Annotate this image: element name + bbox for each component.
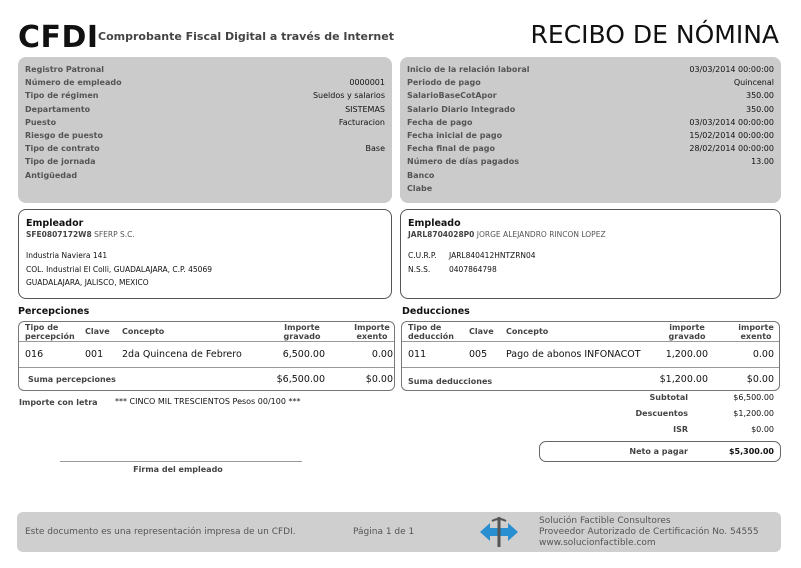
employer-name: SFERP S.C. bbox=[94, 230, 135, 239]
employer-address-2: COL. Industrial El Colli, GUADALAJARA, C.P. 45069 bbox=[26, 264, 213, 274]
col-header-clave: Clave bbox=[469, 327, 494, 336]
info-row bbox=[25, 76, 385, 89]
employee-name: JORGE ALEJANDRO RINCON LOPEZ bbox=[476, 230, 606, 239]
cfdi-logo: CFDI bbox=[18, 20, 99, 55]
employee-box bbox=[400, 209, 781, 299]
perceptions-table bbox=[18, 321, 395, 391]
deductions-sum-exento: $0.00 bbox=[746, 374, 774, 385]
deductions-header-row bbox=[402, 322, 780, 342]
signature-label: Firma del empleado bbox=[133, 465, 223, 474]
footer bbox=[17, 512, 781, 552]
info-label: Salario Diario Integrado bbox=[407, 104, 516, 114]
footer-website[interactable]: www.solucionfactible.com bbox=[539, 538, 656, 548]
amount-in-words-label: Importe con letra bbox=[19, 398, 98, 407]
info-row bbox=[407, 63, 774, 76]
document-title: RECIBO DE NÓMINA bbox=[530, 20, 779, 49]
info-row bbox=[25, 103, 385, 116]
info-row bbox=[25, 89, 385, 102]
deductions-sum-label: Suma deducciones bbox=[408, 377, 493, 386]
info-label: Fecha de pago bbox=[407, 117, 473, 127]
info-value: 03/03/2014 00:00:00 bbox=[689, 65, 774, 74]
footer-page-number: Página 1 de 1 bbox=[353, 527, 415, 537]
subtotal-value: $6,500.00 bbox=[733, 393, 774, 402]
info-value: 350.00 bbox=[746, 104, 774, 114]
info-value: 03/03/2014 00:00:00 bbox=[689, 117, 774, 127]
signature-line bbox=[60, 461, 302, 462]
info-label: Clabe bbox=[407, 183, 433, 193]
perceptions-sum-label: Suma percepciones bbox=[28, 375, 116, 384]
cell-gravado: 6,500.00 bbox=[282, 349, 325, 360]
descuentos-label: Descuentos bbox=[635, 409, 688, 418]
payment-info-list bbox=[407, 63, 774, 195]
info-value: 0000001 bbox=[349, 78, 385, 88]
info-value: 15/02/2014 00:00:00 bbox=[689, 130, 774, 140]
deductions-table bbox=[401, 321, 780, 391]
col-header-gravado: Importe gravado bbox=[283, 323, 321, 341]
net-pay-value: $5,300.00 bbox=[728, 447, 774, 456]
isr-value: $0.00 bbox=[751, 425, 774, 434]
employee-rfc: JARL8704028P0 bbox=[408, 230, 475, 239]
info-value: Sueldos y salarios bbox=[312, 91, 385, 101]
cell-clave: 001 bbox=[85, 349, 104, 360]
solucion-factible-logo-icon bbox=[476, 515, 522, 549]
info-value: SISTEMAS bbox=[345, 104, 385, 114]
perceptions-header-row bbox=[19, 322, 395, 342]
info-row bbox=[407, 142, 774, 155]
info-label: Número de días pagados bbox=[407, 157, 519, 167]
perceptions-title: Percepciones bbox=[18, 306, 90, 317]
employer-box bbox=[18, 209, 392, 299]
col-header-exento: importe exento bbox=[738, 323, 774, 341]
perceptions-sum-exento: $0.00 bbox=[365, 374, 393, 385]
info-row bbox=[25, 129, 385, 142]
employer-id-line bbox=[26, 229, 384, 241]
info-label: Puesto bbox=[25, 117, 57, 127]
employee-curp-line bbox=[408, 249, 773, 263]
payment-info-panel bbox=[400, 57, 781, 203]
info-label: SalarioBaseCotApor bbox=[407, 91, 497, 101]
cell-concepto: Pago de abonos INFONACOT bbox=[506, 349, 641, 360]
employee-info-panel bbox=[18, 57, 392, 203]
table-row bbox=[19, 342, 395, 368]
nss-value: 0407864798 bbox=[449, 264, 497, 274]
employer-address-3: GUADALAJARA, JALISCO, MEXICO bbox=[26, 278, 149, 287]
subtotal-label: Subtotal bbox=[649, 393, 688, 402]
employer-title: Empleador bbox=[26, 218, 84, 229]
info-value: Quincenal bbox=[733, 78, 774, 88]
info-label: Inicio de la relación laboral bbox=[407, 65, 530, 74]
info-row bbox=[25, 63, 385, 76]
info-row bbox=[25, 155, 385, 168]
employee-nss-line bbox=[408, 263, 773, 277]
amount-in-words-value: *** CINCO MIL TRESCIENTOS Pesos 00/100 *** bbox=[115, 397, 301, 406]
info-row bbox=[407, 89, 774, 102]
info-label: Riesgo de puesto bbox=[25, 130, 103, 140]
info-value: Facturacion bbox=[338, 117, 385, 127]
footer-certification: Proveedor Autorizado de Certificación No. 54555 bbox=[539, 527, 759, 537]
info-label: Fecha final de pago bbox=[407, 144, 496, 154]
info-value: 350.00 bbox=[746, 91, 774, 101]
info-label: Tipo de régimen bbox=[25, 91, 99, 101]
info-row bbox=[407, 169, 774, 182]
employer-rfc: SFE0807172W8 bbox=[26, 230, 92, 239]
info-row bbox=[407, 103, 774, 116]
cell-tipo: 016 bbox=[25, 349, 44, 360]
isr-label: ISR bbox=[673, 425, 688, 434]
info-label: Departamento bbox=[25, 104, 91, 114]
info-row bbox=[407, 76, 774, 89]
deductions-title: Deducciones bbox=[402, 306, 470, 317]
curp-label: C.U.R.P. bbox=[408, 251, 437, 260]
footer-company: Solución Factible Consultores bbox=[539, 516, 671, 526]
info-label: Registro Patronal bbox=[25, 65, 105, 74]
nss-label: N.S.S. bbox=[408, 264, 431, 274]
descuentos-value: $1,200.00 bbox=[733, 409, 774, 418]
info-label: Tipo de contrato bbox=[25, 144, 100, 154]
curp-value: JARL840412HNTZRN04 bbox=[449, 251, 536, 260]
info-label: Periodo de pago bbox=[407, 78, 481, 88]
cell-gravado: 1,200.00 bbox=[665, 349, 708, 360]
cell-concepto: 2da Quincena de Febrero bbox=[122, 349, 242, 360]
info-label: Tipo de jornada bbox=[25, 157, 96, 167]
header-subtitle: Comprobante Fiscal Digital a través de Internet bbox=[98, 30, 394, 43]
info-value: 13.00 bbox=[751, 157, 774, 167]
col-header-tipo: Tipo de percepción bbox=[25, 323, 75, 341]
col-header-tipo: Tipo de deducción bbox=[408, 323, 454, 341]
table-row bbox=[402, 342, 780, 368]
employee-id-line bbox=[408, 229, 773, 241]
info-row bbox=[25, 142, 385, 155]
col-header-clave: Clave bbox=[85, 327, 110, 336]
net-pay-label: Neto a pagar bbox=[629, 447, 688, 456]
perceptions-sum-gravado: $6,500.00 bbox=[276, 374, 325, 385]
cell-exento: 0.00 bbox=[371, 349, 393, 360]
deductions-sum-gravado: $1,200.00 bbox=[659, 374, 708, 385]
info-row bbox=[25, 116, 385, 129]
info-row bbox=[407, 182, 774, 195]
info-row bbox=[407, 116, 774, 129]
info-label: Fecha inicial de pago bbox=[407, 130, 503, 140]
employee-info-list bbox=[25, 63, 385, 182]
col-header-concepto: Concepto bbox=[122, 327, 165, 336]
net-pay-box bbox=[539, 441, 781, 462]
col-header-concepto: Concepto bbox=[506, 327, 549, 336]
info-row bbox=[25, 169, 385, 182]
info-label: Número de empleado bbox=[25, 78, 122, 88]
col-header-exento: Importe exento bbox=[354, 323, 390, 341]
cell-clave: 005 bbox=[469, 349, 488, 360]
col-header-gravado: importe gravado bbox=[668, 323, 706, 341]
cell-exento: 0.00 bbox=[752, 349, 774, 360]
footer-note: Este documento es una representación impresa de un CFDI. bbox=[25, 527, 296, 537]
info-value: Base bbox=[365, 144, 385, 154]
cell-tipo: 011 bbox=[408, 349, 427, 360]
info-value: 28/02/2014 00:00:00 bbox=[689, 144, 774, 154]
info-label: Antigüedad bbox=[25, 170, 78, 180]
info-label: Banco bbox=[407, 170, 435, 180]
employer-address-1: Industria Naviera 141 bbox=[26, 251, 108, 260]
employee-title: Empleado bbox=[408, 218, 461, 229]
info-row bbox=[407, 155, 774, 168]
info-row bbox=[407, 129, 774, 142]
